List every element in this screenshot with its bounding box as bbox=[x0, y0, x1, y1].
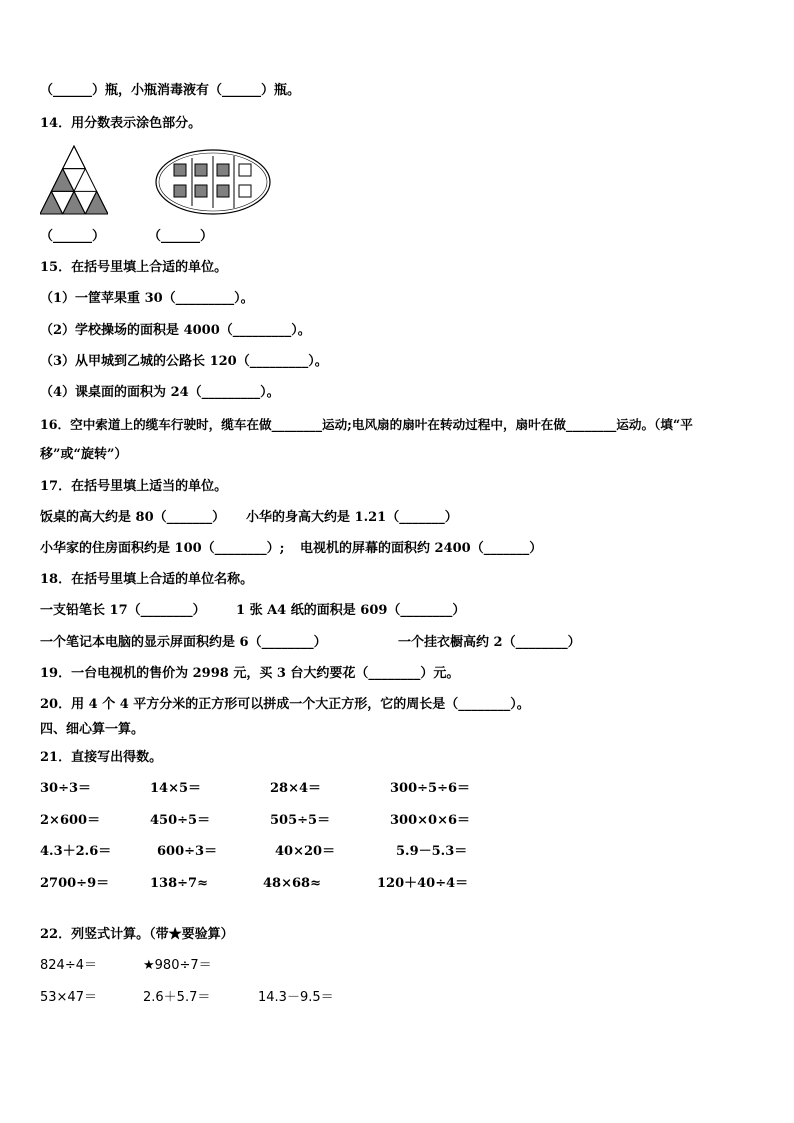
q18-item-3: 一个笔记本电脑的显示屏面积约是 6（________） bbox=[40, 635, 327, 650]
q21-r2c3: 505÷5＝ bbox=[270, 813, 331, 828]
q14-answer-1: （______） bbox=[40, 229, 106, 244]
q15-item-4: （4）课桌面的面积为 24（_________）。 bbox=[40, 385, 280, 400]
q21-r2c4: 300×0×6＝ bbox=[390, 813, 471, 828]
q15-item-2: （2）学校操场的面积是 4000（_________）。 bbox=[40, 323, 311, 338]
q22-r1c1: 824÷4＝ bbox=[40, 958, 97, 973]
q22-r1c2: ★980÷7＝ bbox=[143, 958, 212, 973]
q22-title: 22．列竖式计算。（带★要验算） bbox=[40, 927, 234, 942]
square-piece bbox=[217, 164, 229, 176]
section-4-title: 四、细心算一算。 bbox=[40, 722, 145, 737]
triangle-piece bbox=[40, 191, 63, 214]
q21-r3c2: 600÷3＝ bbox=[157, 844, 218, 859]
square-piece bbox=[174, 164, 186, 176]
q14-title: 14．用分数表示涂色部分。 bbox=[40, 116, 202, 131]
q16-line-2: 移”或“旋转”） bbox=[40, 447, 128, 462]
q15-item-1: （1）一筐苹果重 30（_________）。 bbox=[40, 291, 254, 306]
q17-title: 17．在括号里填上适当的单位。 bbox=[40, 479, 228, 494]
q21-r4c1: 2700÷9＝ bbox=[40, 876, 110, 891]
q18-item-4: 一个挂衣橱高约 2（________） bbox=[398, 635, 581, 650]
square-piece bbox=[195, 185, 207, 197]
q21-r3c1: 4.3＋2.6＝ bbox=[40, 844, 112, 859]
q20: 20．用 4 个 4 平方分米的正方形可以拼成一个大正方形，它的周长是（________）。 bbox=[40, 697, 530, 712]
q22-r2c3: 14.3－9.5＝ bbox=[258, 990, 334, 1005]
q18-title: 18．在括号里填上合适的单位名称。 bbox=[40, 572, 254, 587]
q17-item-3: 小华家的住房面积约是 100（________）; bbox=[40, 541, 285, 556]
q21-r2c2: 450÷5＝ bbox=[150, 813, 211, 828]
q15-item-3: （3）从甲城到乙城的公路长 120（_________）。 bbox=[40, 354, 328, 369]
triangle-figure bbox=[40, 145, 108, 215]
triangle-piece bbox=[63, 146, 86, 169]
q21-title: 21．直接写出得数。 bbox=[40, 750, 163, 765]
q21-r1c4: 300÷5÷6＝ bbox=[390, 781, 471, 796]
q17-item-2: 小华的身高大约是 1.21（_______） bbox=[246, 510, 458, 525]
q21-r3c3: 40×20＝ bbox=[275, 844, 336, 859]
q17-item-1: 饭桌的高大约是 80（_______） bbox=[40, 510, 226, 525]
q16-line-1: 16．空中索道上的缆车行驶时，缆车在做________运动;电风扇的扇叶在转动过程中，扇叶在做________运动。（填“平 bbox=[40, 417, 693, 432]
q13-tail: （______）瓶，小瓶消毒液有（______）瓶。 bbox=[40, 83, 301, 98]
square-piece bbox=[217, 185, 229, 197]
oval-squares-figure bbox=[154, 148, 272, 216]
q21-r1c1: 30÷3＝ bbox=[40, 781, 92, 796]
q21-r3c4: 5.9－5.3＝ bbox=[396, 844, 468, 859]
q22-r2c2: 2.6＋5.7＝ bbox=[143, 990, 211, 1005]
q21-r4c2: 138÷7≈ bbox=[150, 876, 208, 891]
q21-r1c2: 14×5＝ bbox=[150, 781, 202, 796]
triangle-piece bbox=[51, 169, 74, 192]
q18-item-1: 一支铅笔长 17（________） bbox=[40, 603, 206, 618]
q15-title: 15．在括号里填上合适的单位。 bbox=[40, 260, 228, 275]
q21-r1c3: 28×4＝ bbox=[270, 781, 322, 796]
q22-r2c1: 53×47＝ bbox=[40, 990, 97, 1005]
q14-answer-2: （______） bbox=[148, 229, 214, 244]
square-piece bbox=[174, 185, 186, 197]
square-piece bbox=[239, 164, 251, 176]
q17-item-4: 电视机的屏幕的面积约 2400（_______） bbox=[300, 541, 543, 556]
q19: 19．一台电视机的售价为 2998 元，买 3 台大约要花（________）元。 bbox=[40, 666, 460, 681]
square-piece bbox=[239, 185, 251, 197]
q21-r2c1: 2×600＝ bbox=[40, 813, 101, 828]
q18-item-2: 1 张 A4 纸的面积是 609（________） bbox=[236, 603, 466, 618]
q21-r4c4: 120＋40÷4＝ bbox=[377, 876, 469, 891]
square-piece bbox=[195, 164, 207, 176]
q21-r4c3: 48×68≈ bbox=[263, 876, 321, 891]
